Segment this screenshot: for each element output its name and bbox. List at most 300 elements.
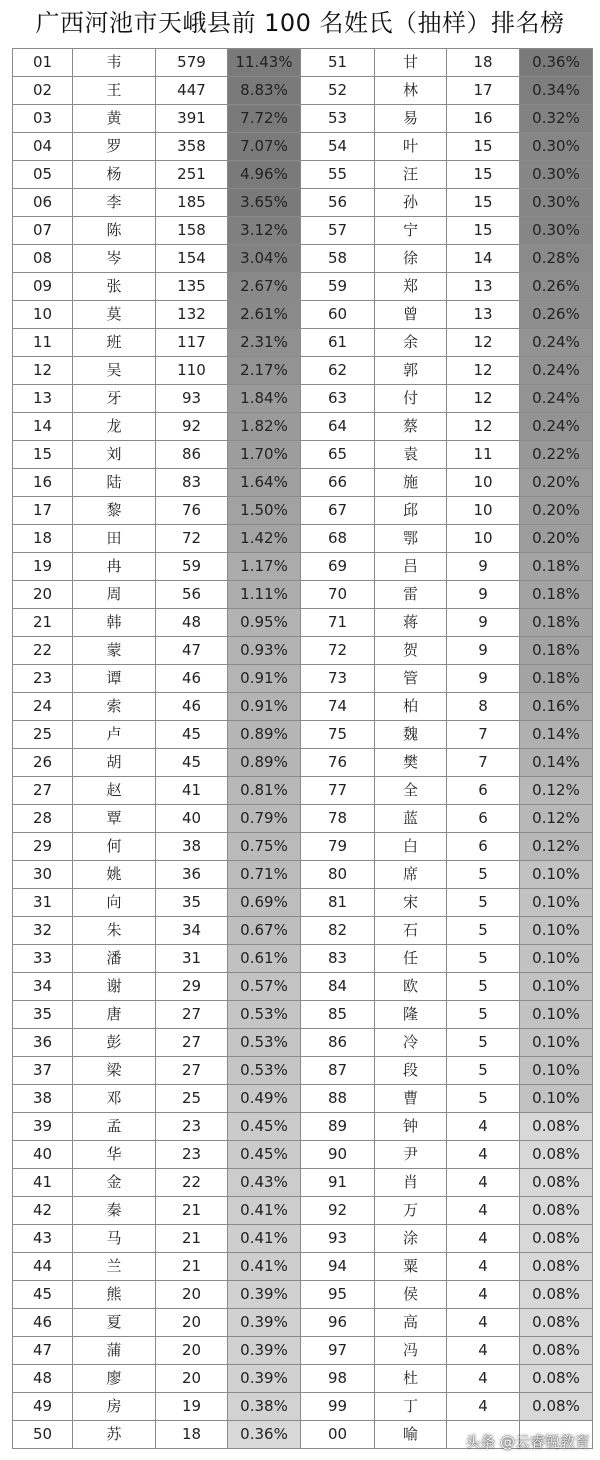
surname-cell: 宋 — [375, 889, 447, 917]
count-cell: 4 — [447, 1281, 520, 1309]
surname-cell: 廖 — [73, 1365, 156, 1393]
surname-cell: 涂 — [375, 1225, 447, 1253]
count-cell: 117 — [156, 329, 228, 357]
surname-cell: 谭 — [73, 665, 156, 693]
surname-cell: 郭 — [375, 357, 447, 385]
table-row — [13, 1197, 593, 1225]
count-cell: 40 — [156, 805, 228, 833]
rank-cell: 11 — [13, 329, 73, 357]
surname-cell: 孙 — [375, 189, 447, 217]
table-row — [13, 1029, 593, 1057]
table-row — [13, 665, 593, 693]
count-cell: 391 — [156, 105, 228, 133]
percentage-cell: 2.67% — [228, 273, 301, 301]
rank-cell: 66 — [301, 469, 375, 497]
table-row — [13, 1281, 593, 1309]
count-cell: 20 — [156, 1309, 228, 1337]
surname-cell: 万 — [375, 1197, 447, 1225]
table-row — [13, 441, 593, 469]
surname-cell: 任 — [375, 945, 447, 973]
percentage-cell — [520, 1421, 593, 1449]
rank-cell: 28 — [13, 805, 73, 833]
count-cell: 185 — [156, 189, 228, 217]
rank-cell: 49 — [13, 1393, 73, 1421]
count-cell: 20 — [156, 1337, 228, 1365]
surname-cell: 高 — [375, 1309, 447, 1337]
watermark: 头条 @云睿锐教育 — [465, 1433, 590, 1451]
surname-cell: 张 — [73, 273, 156, 301]
percentage-cell: 0.39% — [228, 1281, 301, 1309]
rank-cell: 95 — [301, 1281, 375, 1309]
percentage-cell: 0.95% — [228, 609, 301, 637]
table-row — [13, 693, 593, 721]
percentage-cell: 1.42% — [228, 525, 301, 553]
page-title: 广西河池市天峨县前 100 名姓氏（抽样）排名榜 — [35, 9, 565, 37]
surname-cell: 喻 — [375, 1421, 447, 1449]
percentage-cell: 0.67% — [228, 917, 301, 945]
percentage-cell: 0.24% — [520, 357, 593, 385]
rank-cell: 19 — [13, 553, 73, 581]
rank-cell: 18 — [13, 525, 73, 553]
percentage-cell: 0.12% — [520, 805, 593, 833]
surname-cell: 彭 — [73, 1029, 156, 1057]
count-cell: 46 — [156, 693, 228, 721]
surname-cell: 欧 — [375, 973, 447, 1001]
rank-cell: 00 — [301, 1421, 375, 1449]
surname-cell: 曾 — [375, 301, 447, 329]
rank-cell: 36 — [13, 1029, 73, 1057]
count-cell: 18 — [447, 49, 520, 77]
table-row — [13, 1085, 593, 1113]
rank-cell: 60 — [301, 301, 375, 329]
table-row — [13, 749, 593, 777]
table-row — [13, 917, 593, 945]
surname-cell: 苏 — [73, 1421, 156, 1449]
surname-cell: 牙 — [73, 385, 156, 413]
percentage-cell: 0.08% — [520, 1281, 593, 1309]
rank-cell: 85 — [301, 1001, 375, 1029]
rank-cell: 26 — [13, 749, 73, 777]
surname-cell: 何 — [73, 833, 156, 861]
surname-ranking-table — [12, 48, 593, 1449]
percentage-cell: 0.10% — [520, 1085, 593, 1113]
table-body — [13, 49, 593, 1449]
rank-cell: 10 — [13, 301, 73, 329]
rank-cell: 53 — [301, 105, 375, 133]
table-row — [13, 273, 593, 301]
surname-cell: 龙 — [73, 413, 156, 441]
count-cell: 34 — [156, 917, 228, 945]
percentage-cell: 0.38% — [228, 1393, 301, 1421]
rank-cell: 03 — [13, 105, 73, 133]
surname-cell: 叶 — [375, 133, 447, 161]
percentage-cell: 0.41% — [228, 1253, 301, 1281]
table-row — [13, 1337, 593, 1365]
surname-cell: 金 — [73, 1169, 156, 1197]
percentage-cell: 0.10% — [520, 889, 593, 917]
percentage-cell: 0.26% — [520, 273, 593, 301]
percentage-cell: 0.30% — [520, 189, 593, 217]
surname-cell: 粟 — [375, 1253, 447, 1281]
count-cell: 447 — [156, 77, 228, 105]
rank-cell: 58 — [301, 245, 375, 273]
table-row — [13, 777, 593, 805]
rank-cell: 12 — [13, 357, 73, 385]
table-row — [13, 1309, 593, 1337]
surname-cell: 邓 — [73, 1085, 156, 1113]
rank-cell: 22 — [13, 637, 73, 665]
count-cell: 11 — [447, 441, 520, 469]
percentage-cell: 0.41% — [228, 1225, 301, 1253]
surname-cell: 朱 — [73, 917, 156, 945]
table-row — [13, 1253, 593, 1281]
count-cell: 10 — [447, 469, 520, 497]
surname-cell: 黄 — [73, 105, 156, 133]
count-cell: 6 — [447, 833, 520, 861]
table-row — [13, 833, 593, 861]
surname-cell: 韩 — [73, 609, 156, 637]
rank-cell: 16 — [13, 469, 73, 497]
table-row — [13, 245, 593, 273]
rank-cell: 72 — [301, 637, 375, 665]
count-cell: 15 — [447, 217, 520, 245]
rank-cell: 46 — [13, 1309, 73, 1337]
surname-cell: 蒲 — [73, 1337, 156, 1365]
rank-cell: 97 — [301, 1337, 375, 1365]
count-cell: 132 — [156, 301, 228, 329]
surname-cell: 周 — [73, 581, 156, 609]
count-cell: 76 — [156, 497, 228, 525]
surname-cell: 段 — [375, 1057, 447, 1085]
rank-cell: 82 — [301, 917, 375, 945]
count-cell: 12 — [447, 413, 520, 441]
count-cell: 4 — [447, 1365, 520, 1393]
percentage-cell: 0.08% — [520, 1393, 593, 1421]
surname-cell: 华 — [73, 1141, 156, 1169]
count-cell: 41 — [156, 777, 228, 805]
rank-cell: 87 — [301, 1057, 375, 1085]
count-cell — [447, 1421, 520, 1449]
percentage-cell: 7.07% — [228, 133, 301, 161]
count-cell: 12 — [447, 329, 520, 357]
count-cell: 358 — [156, 133, 228, 161]
count-cell: 86 — [156, 441, 228, 469]
rank-cell: 31 — [13, 889, 73, 917]
rank-cell: 34 — [13, 973, 73, 1001]
percentage-cell: 0.24% — [520, 329, 593, 357]
rank-cell: 44 — [13, 1253, 73, 1281]
surname-cell: 谢 — [73, 973, 156, 1001]
count-cell: 27 — [156, 1029, 228, 1057]
table-row — [13, 1393, 593, 1421]
rank-cell: 09 — [13, 273, 73, 301]
count-cell: 21 — [156, 1225, 228, 1253]
percentage-cell: 1.70% — [228, 441, 301, 469]
surname-cell: 秦 — [73, 1197, 156, 1225]
percentage-cell: 0.89% — [228, 749, 301, 777]
percentage-cell: 3.04% — [228, 245, 301, 273]
count-cell: 4 — [447, 1225, 520, 1253]
rank-cell: 07 — [13, 217, 73, 245]
percentage-cell: 2.61% — [228, 301, 301, 329]
percentage-cell: 0.53% — [228, 1001, 301, 1029]
percentage-cell: 0.18% — [520, 553, 593, 581]
rank-cell: 98 — [301, 1365, 375, 1393]
surname-cell: 徐 — [375, 245, 447, 273]
percentage-cell: 8.83% — [228, 77, 301, 105]
rank-cell: 23 — [13, 665, 73, 693]
percentage-cell: 0.18% — [520, 637, 593, 665]
count-cell: 20 — [156, 1281, 228, 1309]
surname-cell: 易 — [375, 105, 447, 133]
rank-cell: 14 — [13, 413, 73, 441]
rank-cell: 59 — [301, 273, 375, 301]
rank-cell: 64 — [301, 413, 375, 441]
rank-cell: 86 — [301, 1029, 375, 1057]
count-cell: 15 — [447, 133, 520, 161]
table-row — [13, 1169, 593, 1197]
table-row — [13, 525, 593, 553]
rank-cell: 24 — [13, 693, 73, 721]
percentage-cell: 0.18% — [520, 609, 593, 637]
percentage-cell: 11.43% — [228, 49, 301, 77]
rank-cell: 02 — [13, 77, 73, 105]
table-row — [13, 1365, 593, 1393]
table-row — [13, 469, 593, 497]
surname-cell: 贺 — [375, 637, 447, 665]
rank-cell: 75 — [301, 721, 375, 749]
count-cell: 5 — [447, 917, 520, 945]
percentage-cell: 0.12% — [520, 777, 593, 805]
percentage-cell: 0.34% — [520, 77, 593, 105]
table-row — [13, 889, 593, 917]
surname-cell: 吴 — [73, 357, 156, 385]
surname-cell: 石 — [375, 917, 447, 945]
percentage-cell: 3.12% — [228, 217, 301, 245]
table-row — [13, 861, 593, 889]
surname-cell: 席 — [375, 861, 447, 889]
count-cell: 56 — [156, 581, 228, 609]
count-cell: 13 — [447, 273, 520, 301]
table-row — [13, 105, 593, 133]
percentage-cell: 0.08% — [520, 1113, 593, 1141]
rank-cell: 68 — [301, 525, 375, 553]
surname-cell: 刘 — [73, 441, 156, 469]
percentage-cell: 2.31% — [228, 329, 301, 357]
percentage-cell: 0.89% — [228, 721, 301, 749]
rank-cell: 84 — [301, 973, 375, 1001]
table-row — [13, 161, 593, 189]
surname-cell: 熊 — [73, 1281, 156, 1309]
rank-cell: 37 — [13, 1057, 73, 1085]
percentage-cell: 0.08% — [520, 1225, 593, 1253]
percentage-cell: 0.24% — [520, 385, 593, 413]
count-cell: 5 — [447, 1029, 520, 1057]
percentage-cell: 0.20% — [520, 497, 593, 525]
rank-cell: 69 — [301, 553, 375, 581]
count-cell: 35 — [156, 889, 228, 917]
count-cell: 93 — [156, 385, 228, 413]
count-cell: 16 — [447, 105, 520, 133]
percentage-cell: 0.28% — [520, 245, 593, 273]
table-row — [13, 217, 593, 245]
count-cell: 6 — [447, 805, 520, 833]
rank-cell: 47 — [13, 1337, 73, 1365]
rank-cell: 08 — [13, 245, 73, 273]
count-cell: 4 — [447, 1141, 520, 1169]
surname-cell: 杨 — [73, 161, 156, 189]
rank-cell: 88 — [301, 1085, 375, 1113]
count-cell: 5 — [447, 1057, 520, 1085]
percentage-cell: 7.72% — [228, 105, 301, 133]
surname-cell: 兰 — [73, 1253, 156, 1281]
count-cell: 5 — [447, 973, 520, 1001]
percentage-cell: 0.41% — [228, 1197, 301, 1225]
surname-cell: 冷 — [375, 1029, 447, 1057]
count-cell: 27 — [156, 1057, 228, 1085]
rank-cell: 70 — [301, 581, 375, 609]
count-cell: 36 — [156, 861, 228, 889]
table-row — [13, 49, 593, 77]
count-cell: 17 — [447, 77, 520, 105]
table-row — [13, 1057, 593, 1085]
surname-cell: 梁 — [73, 1057, 156, 1085]
count-cell: 15 — [447, 189, 520, 217]
count-cell: 6 — [447, 777, 520, 805]
surname-cell: 房 — [73, 1393, 156, 1421]
surname-cell: 夏 — [73, 1309, 156, 1337]
surname-cell: 宁 — [375, 217, 447, 245]
percentage-cell: 3.65% — [228, 189, 301, 217]
surname-cell: 李 — [73, 189, 156, 217]
percentage-cell: 1.64% — [228, 469, 301, 497]
surname-cell: 吕 — [375, 553, 447, 581]
surname-cell: 白 — [375, 833, 447, 861]
surname-cell: 胡 — [73, 749, 156, 777]
percentage-cell: 0.20% — [520, 469, 593, 497]
surname-cell: 冯 — [375, 1337, 447, 1365]
count-cell: 83 — [156, 469, 228, 497]
rank-cell: 65 — [301, 441, 375, 469]
surname-cell: 杜 — [375, 1365, 447, 1393]
percentage-cell: 0.10% — [520, 1001, 593, 1029]
percentage-cell: 0.12% — [520, 833, 593, 861]
count-cell: 158 — [156, 217, 228, 245]
percentage-cell: 0.53% — [228, 1057, 301, 1085]
rank-cell: 41 — [13, 1169, 73, 1197]
count-cell: 47 — [156, 637, 228, 665]
count-cell: 251 — [156, 161, 228, 189]
count-cell: 5 — [447, 1001, 520, 1029]
percentage-cell: 0.14% — [520, 749, 593, 777]
percentage-cell: 0.81% — [228, 777, 301, 805]
rank-cell: 20 — [13, 581, 73, 609]
table-row — [13, 1113, 593, 1141]
surname-cell: 林 — [375, 77, 447, 105]
rank-cell: 42 — [13, 1197, 73, 1225]
table-row — [13, 77, 593, 105]
percentage-cell: 0.43% — [228, 1169, 301, 1197]
table-row — [13, 637, 593, 665]
table-row — [13, 189, 593, 217]
rank-cell: 94 — [301, 1253, 375, 1281]
count-cell: 9 — [447, 665, 520, 693]
count-cell: 4 — [447, 1337, 520, 1365]
surname-cell: 邱 — [375, 497, 447, 525]
surname-cell: 韦 — [73, 49, 156, 77]
rank-cell: 35 — [13, 1001, 73, 1029]
count-cell: 12 — [447, 385, 520, 413]
count-cell: 154 — [156, 245, 228, 273]
count-cell: 9 — [447, 637, 520, 665]
surname-cell: 雷 — [375, 581, 447, 609]
surname-cell: 潘 — [73, 945, 156, 973]
table-row — [13, 581, 593, 609]
rank-cell: 93 — [301, 1225, 375, 1253]
count-cell: 579 — [156, 49, 228, 77]
percentage-cell: 0.49% — [228, 1085, 301, 1113]
count-cell: 7 — [447, 749, 520, 777]
surname-cell: 索 — [73, 693, 156, 721]
rank-cell: 25 — [13, 721, 73, 749]
rank-cell: 78 — [301, 805, 375, 833]
table-row — [13, 357, 593, 385]
table-row — [13, 1141, 593, 1169]
percentage-cell: 0.08% — [520, 1253, 593, 1281]
table-row — [13, 385, 593, 413]
count-cell: 9 — [447, 553, 520, 581]
count-cell: 9 — [447, 609, 520, 637]
rank-cell: 73 — [301, 665, 375, 693]
percentage-cell: 0.53% — [228, 1029, 301, 1057]
surname-cell: 卢 — [73, 721, 156, 749]
percentage-cell: 0.24% — [520, 413, 593, 441]
surname-cell: 田 — [73, 525, 156, 553]
count-cell: 4 — [447, 1393, 520, 1421]
percentage-cell: 0.08% — [520, 1141, 593, 1169]
rank-cell: 99 — [301, 1393, 375, 1421]
table-row — [13, 1001, 593, 1029]
count-cell: 4 — [447, 1309, 520, 1337]
surname-cell: 隆 — [375, 1001, 447, 1029]
table-row — [13, 1225, 593, 1253]
percentage-cell: 0.08% — [520, 1197, 593, 1225]
rank-cell: 96 — [301, 1309, 375, 1337]
percentage-cell: 0.36% — [520, 49, 593, 77]
percentage-cell: 1.17% — [228, 553, 301, 581]
count-cell: 48 — [156, 609, 228, 637]
surname-cell: 罗 — [73, 133, 156, 161]
percentage-cell: 0.22% — [520, 441, 593, 469]
count-cell: 38 — [156, 833, 228, 861]
count-cell: 4 — [447, 1169, 520, 1197]
rank-cell: 79 — [301, 833, 375, 861]
surname-cell: 付 — [375, 385, 447, 413]
percentage-cell: 0.45% — [228, 1141, 301, 1169]
count-cell: 7 — [447, 721, 520, 749]
count-cell: 72 — [156, 525, 228, 553]
rank-cell: 61 — [301, 329, 375, 357]
percentage-cell: 0.75% — [228, 833, 301, 861]
surname-cell: 丁 — [375, 1393, 447, 1421]
count-cell: 5 — [447, 1085, 520, 1113]
table-row — [13, 497, 593, 525]
count-cell: 19 — [156, 1393, 228, 1421]
rank-cell: 01 — [13, 49, 73, 77]
count-cell: 135 — [156, 273, 228, 301]
percentage-cell: 0.08% — [520, 1337, 593, 1365]
count-cell: 4 — [447, 1113, 520, 1141]
